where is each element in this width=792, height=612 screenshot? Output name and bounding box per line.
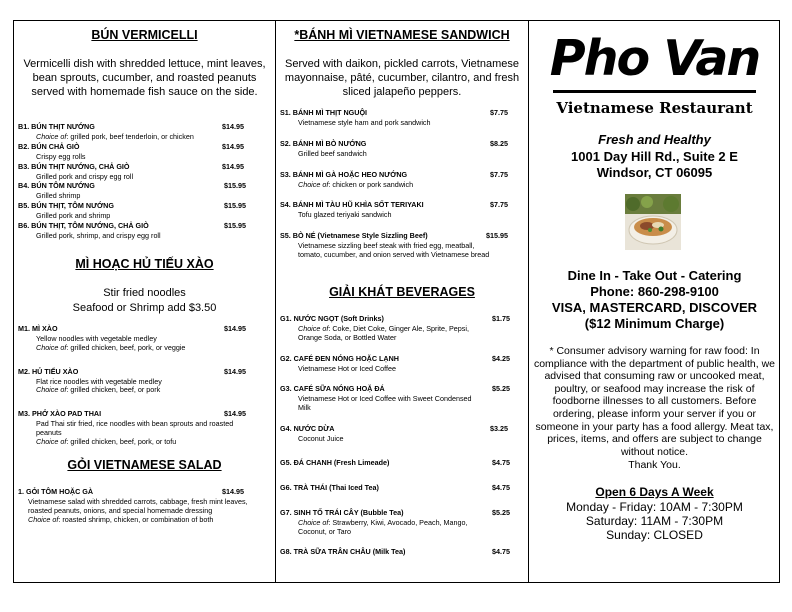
list-item: G2. CAFÉ ĐEN NÓNG HOẶC LẠNH $4.25 (280, 353, 510, 363)
mi-list (18, 325, 258, 447)
list-item: M3. PHỞ XÀO PAD THAI $14.95 (18, 409, 246, 419)
address-line-2: Windsor, CT 06095 (596, 165, 713, 180)
left-column (14, 20, 275, 583)
thank-you: Thank You. (628, 459, 681, 471)
list-item: 1. GỎI TÔM HOẶC GÀ $14.95 (18, 487, 244, 496)
list-item: B4. BÚN TÔM NƯỚNG $15.95 (18, 181, 246, 191)
item-desc: Vietnamese Hot or Iced Coffee with Sweet Condensed Milk (298, 394, 472, 413)
list-item: G8. TRÀ SỮA TRÂN CHÂU (Milk Tea) $4.75 (280, 547, 510, 557)
tagline: Fresh and Healthy (598, 132, 711, 147)
list-item: S3. BÁNH MÌ GÀ HOẶC HEO NƯỚNG $7.75 (280, 169, 508, 179)
list-item: B2. BÚN CHẢ GIÒ $14.95 (18, 141, 244, 151)
bun-list (18, 123, 258, 241)
item-choice: Choice of: Coke, Diet Coke, Ginger Ale, Sprite, Pepsi, Orange Soda, or Bottled Water (298, 324, 469, 342)
banhmi-list (280, 109, 520, 260)
mi-intro-2: Seafood or Shrimp add $3.50 (72, 302, 217, 314)
item-choice: Choice of: grilled chicken, beef, or pork (36, 385, 161, 395)
list-item: M2. HỦ TIẾU XÀO $14.95 (18, 366, 246, 376)
item-choice: Choice of: Strawberry, Kiwi, Avocado, Peach, Mango, Coconut, or Taro (298, 517, 468, 536)
list-item: G4. NƯỚC DỪA $3.25 (280, 423, 508, 433)
restaurant-logo: Pho Van (549, 30, 760, 87)
list-item: G5. ĐÁ CHANH (Fresh Limeade) $4.75 (280, 457, 510, 467)
list-item: G7. SINH TỐ TRÁI CÂY (Bubble Tea) $5.25 (280, 507, 510, 517)
drinks-heading: GIẢI KHÁT BEVERAGES (329, 285, 475, 299)
pho-bowl-icon (625, 194, 681, 250)
item-desc: Vietnamese sizzling beef steak with fried egg, meatball, tomato, cucumber, and onion served with Vietnamese bread (298, 241, 490, 259)
hours-saturday: Saturday: 11AM - 7:30PM (585, 514, 724, 528)
item-price: $14.95 (222, 122, 244, 131)
list-item: S1. BÁNH MÌ THỊT NGUỘI $7.75 (280, 108, 508, 117)
cards-line: VISA, MASTERCARD, DISCOVER (551, 300, 758, 315)
item-desc: Grilled beef sandwich (298, 148, 367, 158)
item-desc: Grilled pork and crispy egg roll (36, 171, 134, 181)
item-desc: Crispy egg rolls (36, 151, 86, 161)
list-item: B6. BÚN THỊT, TÔM NƯỚNG, CHẢ GIÒ $15.95 (18, 220, 246, 230)
bun-heading: BÚN VERMICELLI (91, 28, 198, 42)
list-item: S4. BÁNH MÌ TÀU HŨ KHÌA SỐT TERIYAKI $7.75 (280, 200, 508, 210)
item-desc: Grilled shrimp (36, 191, 81, 201)
goi-heading: GỎI VIETNAMESE SALAD (67, 458, 222, 472)
hours-sunday: Sunday: CLOSED (606, 528, 703, 542)
bun-intro: Vermicelli dish with shredded lettuce, mint leaves, bean sprouts, cucumber, and roasted peanuts served with homemade fish sauce on the side. (23, 58, 266, 98)
right-column (528, 20, 780, 583)
list-item (18, 123, 258, 134)
list-item: G3. CAFÉ SỮA NÓNG HOẶ ĐÁ $5.25 (280, 384, 510, 394)
restaurant-subtitle: Vietnamese Restaurant (556, 99, 753, 117)
item-choice: Choice of: grilled pork, beef tenderloin, or chicken (36, 132, 194, 141)
item-choice: Choice of: grilled chicken, beef, pork, or tofu (36, 436, 177, 446)
list-item: S5. BÒ NÉ (Vietnamese Style Sizzling Beef) $15.95 (280, 231, 508, 241)
item-desc: Flat rice noodles with vegetable medley (36, 376, 162, 386)
hours-weekdays: Monday - Friday: 10AM - 7:30PM (566, 500, 743, 514)
drinks-list (280, 315, 520, 558)
logo-rule (553, 90, 756, 93)
banhmi-heading: *BÁNH MÌ VIETNAMESE SANDWICH (294, 28, 510, 42)
item-desc: Vietnamese Hot or Iced Coffee (298, 363, 397, 373)
item-desc: Grilled pork, shrimp, and crispy egg roll (36, 230, 161, 240)
list-item: M1. MÌ XÀO $14.95 (18, 324, 246, 333)
item-desc: Yellow noodles with vegetable medley (36, 334, 157, 343)
list-item: S2. BÁNH MÌ BÒ NƯỚNG $8.25 (280, 138, 508, 148)
item-desc: Grilled pork and shrimp (36, 211, 111, 221)
hours-heading: Open 6 Days A Week (595, 485, 714, 499)
address-line-1: 1001 Day Hill Rd., Suite 2 E (571, 149, 738, 164)
middle-column (275, 20, 528, 583)
phone-line: Phone: 860-298-9100 (590, 284, 719, 299)
mi-intro-1: Stir fried noodles (103, 287, 186, 299)
services-line: Dine In - Take Out - Catering (567, 268, 742, 283)
goi-list (18, 488, 258, 524)
item-choice: Choice of: chicken or pork sandwich (298, 179, 414, 189)
mi-heading: MÌ HOẠC HỦ TIẾU XÀO (75, 257, 214, 271)
consumer-advisory: * Consumer advisory warning for raw food: In compliance with the department of public health, we advised that consuming raw or uncooked meat, poultry, or seafood may increase the risk of foodborne illnesses to all customers. Before ordering, please inform your server if you or someone in your party has a food allergy. Meat tax, prices, items, and offers are subject to change without notice. (533, 345, 776, 458)
list-item: G6. TRÀ THÁI (Thai Iced Tea) $4.75 (280, 482, 510, 492)
list-item: B3. BÚN THỊT NƯỚNG, CHẢ GIÒ $14.95 (18, 161, 244, 171)
item-desc: Coconut Juice (298, 433, 344, 443)
item-choice: Choice of: roasted shrimp, chicken, or combination of both (28, 514, 214, 524)
item-desc: Vietnamese style ham and pork sandwich (298, 118, 431, 127)
pho-bowl-image (625, 194, 681, 250)
list-item: B5. BÚN THỊT, TÔM NƯỚNG $15.95 (18, 201, 246, 211)
item-desc: Vietnamese salad with shredded carrots, cabbage, fresh mint leaves, roasted peanuts, onions, and special homemade dressing (28, 497, 248, 515)
banhmi-intro: Served with daikon, pickled carrots, Vietnamese mayonnaise, pâté, cucumber, cilantro, and fresh sliced jalapeño peppers. (284, 58, 520, 98)
item-choice: Choice of: grilled chicken, beef, pork, or veggie (36, 342, 186, 352)
list-item: G1. NƯỚC NGỌT (Soft Drinks) $1.75 (280, 314, 510, 323)
item-desc: Tofu glazed teriyaki sandwich (298, 210, 392, 220)
item-desc: Pad Thai stir fried, rice noodles with bean sprouts and roasted peanuts (36, 419, 234, 437)
minimum-charge: ($12 Minimum Charge) (584, 316, 725, 331)
item-name: B1. BÚN THỊT NƯỚNG (18, 122, 95, 131)
